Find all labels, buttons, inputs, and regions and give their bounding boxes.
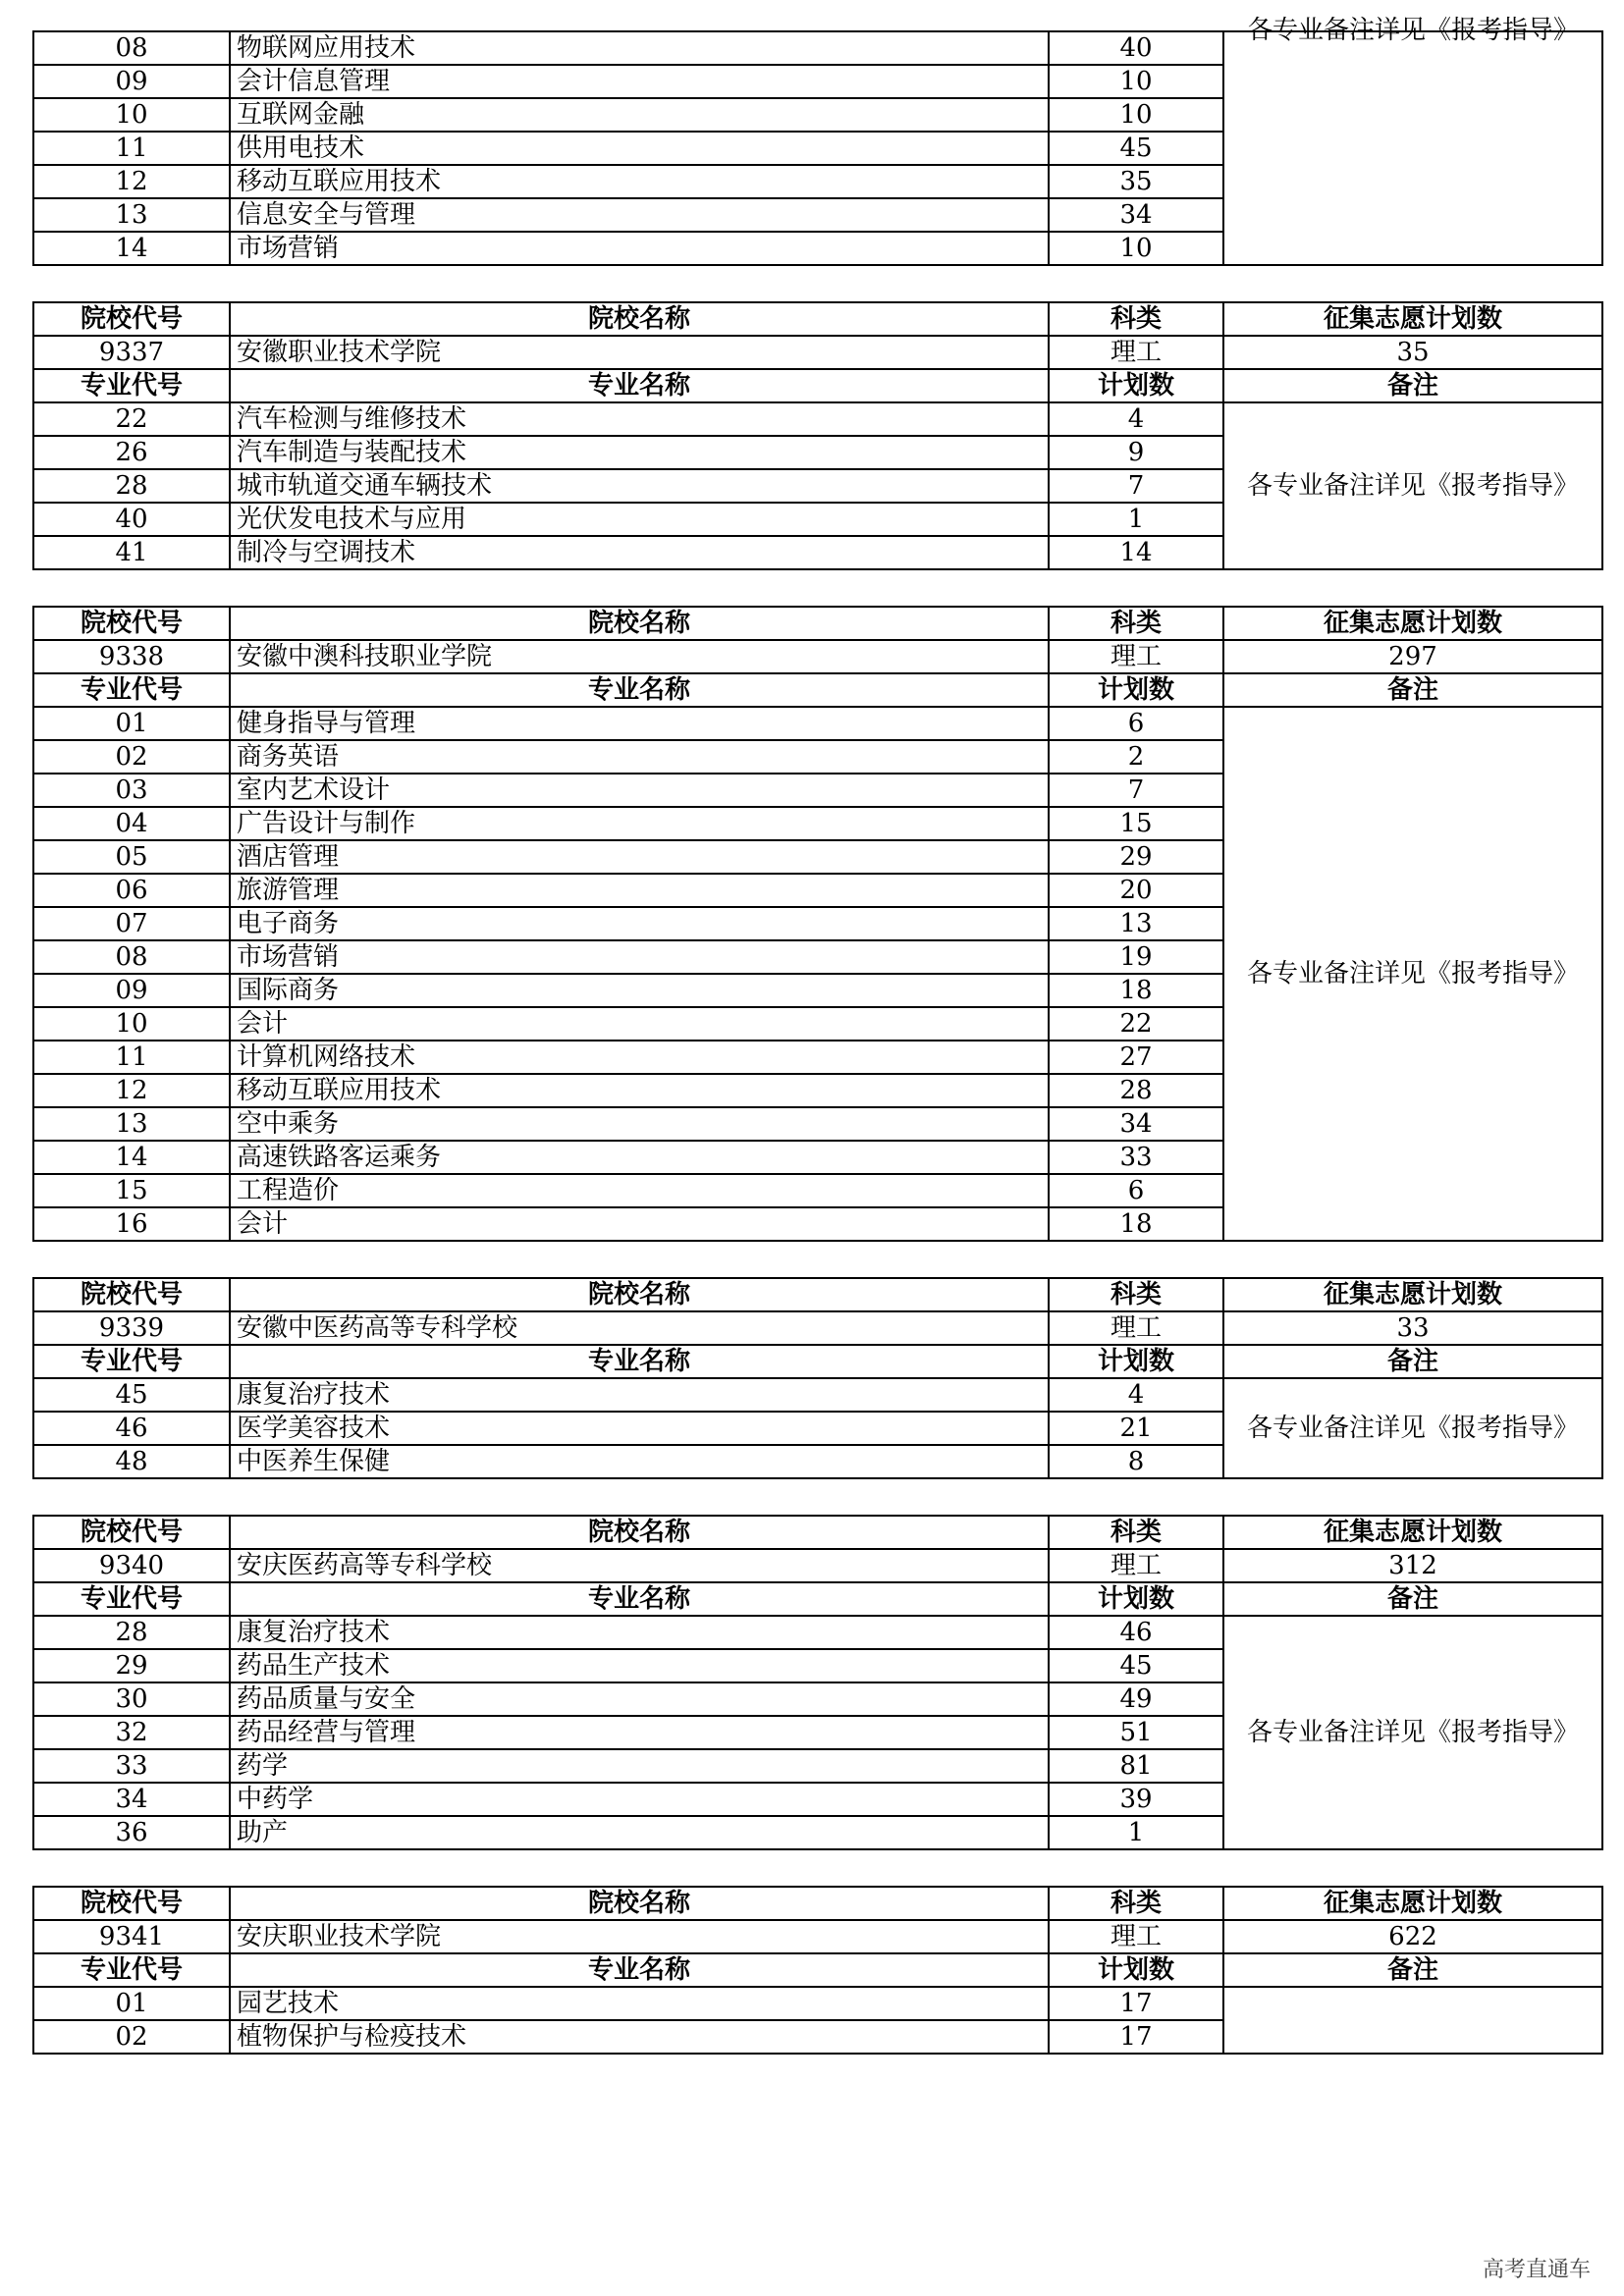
major-name: 会计: [230, 1007, 1049, 1041]
major-plan: 10: [1049, 98, 1223, 132]
header-plan: 计划数: [1049, 369, 1223, 402]
remark-cell: 各专业备注详见《报考指导》: [1223, 707, 1602, 1241]
major-code: 11: [33, 132, 230, 165]
remark-cell: [1223, 16, 1602, 265]
major-plan: 7: [1049, 774, 1223, 807]
major-plan: 34: [1049, 198, 1223, 232]
header-plan-total: 征集志愿计划数: [1223, 1516, 1602, 1549]
major-name: 会计: [230, 1207, 1049, 1241]
header-school-code: 院校代号: [33, 1516, 230, 1549]
major-name: 园艺技术: [230, 1987, 1049, 2020]
major-name: 旅游管理: [230, 874, 1049, 907]
school-plan-total: 33: [1223, 1311, 1602, 1345]
major-plan: 6: [1049, 707, 1223, 740]
school-code: 9337: [33, 336, 230, 369]
major-code: 05: [33, 840, 230, 874]
major-code: 30: [33, 1682, 230, 1716]
major-plan: 14: [1049, 536, 1223, 569]
school-plan-total: 622: [1223, 1920, 1602, 1953]
major-name: 电子商务: [230, 907, 1049, 940]
major-code: 04: [33, 807, 230, 840]
header-major-code: 专业代号: [33, 1953, 230, 1987]
school-category: 理工: [1049, 1920, 1223, 1953]
major-code: 14: [33, 1141, 230, 1174]
header-school-code: 院校代号: [33, 1887, 230, 1920]
major-code: 32: [33, 1716, 230, 1749]
major-code: 22: [33, 402, 230, 436]
major-header-row: [33, 369, 1602, 402]
major-code: 16: [33, 1207, 230, 1241]
header-category: 科类: [1049, 607, 1223, 640]
major-name: 中药学: [230, 1783, 1049, 1816]
major-code: 10: [33, 1007, 230, 1041]
major-name: 光伏发电技术与应用: [230, 503, 1049, 536]
major-plan: 9: [1049, 436, 1223, 469]
school-table: [32, 301, 1603, 570]
major-plan: 33: [1049, 1141, 1223, 1174]
major-code: 08: [33, 31, 230, 65]
header-category: 科类: [1049, 302, 1223, 336]
major-name: 物联网应用技术: [230, 31, 1049, 65]
major-plan: 49: [1049, 1682, 1223, 1716]
school-category: 理工: [1049, 640, 1223, 673]
school-header-row: [33, 1887, 1602, 1920]
major-name: 药学: [230, 1749, 1049, 1783]
major-plan: 18: [1049, 974, 1223, 1007]
major-name: 汽车检测与维修技术: [230, 402, 1049, 436]
major-name: 酒店管理: [230, 840, 1049, 874]
major-code: 02: [33, 2020, 230, 2054]
major-plan: 15: [1049, 807, 1223, 840]
major-code: 12: [33, 165, 230, 198]
major-code: 12: [33, 1074, 230, 1107]
major-plan: 46: [1049, 1616, 1223, 1649]
major-name: 高速铁路客运乘务: [230, 1141, 1049, 1174]
school-category: 理工: [1049, 1549, 1223, 1582]
header-school-name: 院校名称: [230, 1516, 1049, 1549]
table-row: [33, 31, 1602, 65]
remark-cell: 各专业备注详见《报考指导》: [1223, 1378, 1602, 1478]
header-plan-total: 征集志愿计划数: [1223, 1278, 1602, 1311]
major-plan: 18: [1049, 1207, 1223, 1241]
header-plan: 计划数: [1049, 673, 1223, 707]
header-major-name: 专业名称: [230, 369, 1049, 402]
major-plan: 34: [1049, 1107, 1223, 1141]
school-code: 9338: [33, 640, 230, 673]
major-code: 34: [33, 1783, 230, 1816]
major-code: 41: [33, 536, 230, 569]
remark-text: 各专业备注详见《报考指导》: [1246, 16, 1579, 45]
major-header-row: [33, 673, 1602, 707]
school-name: 安徽中医药高等专科学校: [230, 1311, 1049, 1345]
header-major-code: 专业代号: [33, 369, 230, 402]
remark-cell: 各专业备注详见《报考指导》: [1223, 1616, 1602, 1849]
school-category: 理工: [1049, 1311, 1223, 1345]
school-info-row: [33, 336, 1602, 369]
major-name: 室内艺术设计: [230, 774, 1049, 807]
admission-plan-document: [32, 16, 1601, 2055]
school-header-row: [33, 607, 1602, 640]
header-major-name: 专业名称: [230, 1953, 1049, 1987]
block-gap: [32, 1850, 1601, 1886]
major-plan: 22: [1049, 1007, 1223, 1041]
major-name: 会计信息管理: [230, 65, 1049, 98]
major-plan: 17: [1049, 1987, 1223, 2020]
major-name: 广告设计与制作: [230, 807, 1049, 840]
school-info-row: [33, 1311, 1602, 1345]
major-name: 植物保护与检疫技术: [230, 2020, 1049, 2054]
table-row: [33, 402, 1602, 436]
major-plan: 2: [1049, 740, 1223, 774]
major-plan: 10: [1049, 232, 1223, 265]
block-gap: [32, 570, 1601, 606]
major-name: 城市轨道交通车辆技术: [230, 469, 1049, 503]
major-plan: 35: [1049, 165, 1223, 198]
major-plan: 81: [1049, 1749, 1223, 1783]
header-major-name: 专业名称: [230, 673, 1049, 707]
major-code: 03: [33, 774, 230, 807]
major-plan: 1: [1049, 503, 1223, 536]
major-name: 市场营销: [230, 940, 1049, 974]
header-remark: 备注: [1223, 1345, 1602, 1378]
major-name: 助产: [230, 1816, 1049, 1849]
major-code: 26: [33, 436, 230, 469]
major-plan: 7: [1049, 469, 1223, 503]
major-name: 互联网金融: [230, 98, 1049, 132]
header-school-code: 院校代号: [33, 302, 230, 336]
major-code: 10: [33, 98, 230, 132]
major-name: 药品质量与安全: [230, 1682, 1049, 1716]
major-code: 15: [33, 1174, 230, 1207]
header-major-code: 专业代号: [33, 1582, 230, 1616]
school-table: [32, 1277, 1603, 1479]
school-name: 安庆职业技术学院: [230, 1920, 1049, 1953]
major-name: 药品生产技术: [230, 1649, 1049, 1682]
header-category: 科类: [1049, 1887, 1223, 1920]
header-plan-total: 征集志愿计划数: [1223, 607, 1602, 640]
major-name: 康复治疗技术: [230, 1378, 1049, 1412]
block-gap: [32, 266, 1601, 301]
major-name: 市场营销: [230, 232, 1049, 265]
major-code: 28: [33, 1616, 230, 1649]
school-code: 9341: [33, 1920, 230, 1953]
major-name: 空中乘务: [230, 1107, 1049, 1141]
school-code: 9339: [33, 1311, 230, 1345]
major-plan: 17: [1049, 2020, 1223, 2054]
continued-school-table: [32, 16, 1603, 266]
school-name: 安庆医药高等专科学校: [230, 1549, 1049, 1582]
major-plan: 8: [1049, 1445, 1223, 1478]
header-school-name: 院校名称: [230, 302, 1049, 336]
major-code: 07: [33, 907, 230, 940]
header-category: 科类: [1049, 1516, 1223, 1549]
major-code: 14: [33, 232, 230, 265]
major-code: 08: [33, 940, 230, 974]
header-remark: 备注: [1223, 1582, 1602, 1616]
major-plan: 13: [1049, 907, 1223, 940]
block-gap: [32, 1479, 1601, 1515]
major-header-row: [33, 1345, 1602, 1378]
school-header-row: [33, 1516, 1602, 1549]
major-code: 11: [33, 1041, 230, 1074]
header-school-name: 院校名称: [230, 1887, 1049, 1920]
major-name: 制冷与空调技术: [230, 536, 1049, 569]
school-category: 理工: [1049, 336, 1223, 369]
school-name: 安徽中澳科技职业学院: [230, 640, 1049, 673]
major-plan: 19: [1049, 940, 1223, 974]
major-plan: 4: [1049, 1378, 1223, 1412]
school-code: 9340: [33, 1549, 230, 1582]
major-code: 09: [33, 65, 230, 98]
major-name: 医学美容技术: [230, 1412, 1049, 1445]
school-header-row: [33, 302, 1602, 336]
major-code: 28: [33, 469, 230, 503]
major-code: 09: [33, 974, 230, 1007]
major-code: 45: [33, 1378, 230, 1412]
major-plan: 20: [1049, 874, 1223, 907]
major-plan: 21: [1049, 1412, 1223, 1445]
major-name: 工程造价: [230, 1174, 1049, 1207]
major-code: 01: [33, 1987, 230, 2020]
major-plan: 28: [1049, 1074, 1223, 1107]
remark-cell: 各专业备注详见《报考指导》: [1223, 402, 1602, 569]
major-plan: 10: [1049, 65, 1223, 98]
header-major-name: 专业名称: [230, 1345, 1049, 1378]
header-plan: 计划数: [1049, 1345, 1223, 1378]
header-plan-total: 征集志愿计划数: [1223, 302, 1602, 336]
major-header-row: [33, 1582, 1602, 1616]
school-table: [32, 1515, 1603, 1850]
major-name: 中医养生保健: [230, 1445, 1049, 1478]
major-plan: 39: [1049, 1783, 1223, 1816]
major-code: 29: [33, 1649, 230, 1682]
table-row: [33, 1378, 1602, 1412]
table-row: [33, 707, 1602, 740]
school-header-row: [33, 1278, 1602, 1311]
major-header-row: [33, 1953, 1602, 1987]
school-plan-total: 312: [1223, 1549, 1602, 1582]
school-table: [32, 606, 1603, 1242]
major-name: 信息安全与管理: [230, 198, 1049, 232]
header-remark: 备注: [1223, 673, 1602, 707]
major-code: 06: [33, 874, 230, 907]
major-name: 计算机网络技术: [230, 1041, 1049, 1074]
major-code: 02: [33, 740, 230, 774]
major-name: 商务英语: [230, 740, 1049, 774]
major-plan: 45: [1049, 1649, 1223, 1682]
major-plan: 45: [1049, 132, 1223, 165]
major-name: 移动互联应用技术: [230, 1074, 1049, 1107]
header-school-code: 院校代号: [33, 607, 230, 640]
major-name: 供用电技术: [230, 132, 1049, 165]
header-plan: 计划数: [1049, 1582, 1223, 1616]
major-plan: 1: [1049, 1816, 1223, 1849]
major-name: 汽车制造与装配技术: [230, 436, 1049, 469]
major-name: 药品经营与管理: [230, 1716, 1049, 1749]
major-plan: 6: [1049, 1174, 1223, 1207]
major-code: 40: [33, 503, 230, 536]
major-plan: 40: [1049, 31, 1223, 65]
watermark: 高考直通车: [1483, 2258, 1592, 2282]
header-plan: 计划数: [1049, 1953, 1223, 1987]
header-school-name: 院校名称: [230, 1278, 1049, 1311]
header-plan-total: 征集志愿计划数: [1223, 1887, 1602, 1920]
table-row: [33, 1616, 1602, 1649]
school-info-row: [33, 1920, 1602, 1953]
major-name: 国际商务: [230, 974, 1049, 1007]
header-category: 科类: [1049, 1278, 1223, 1311]
major-name: 健身指导与管理: [230, 707, 1049, 740]
remark-cell: [1223, 1987, 1602, 2054]
major-name: 康复治疗技术: [230, 1616, 1049, 1649]
major-name: 移动互联应用技术: [230, 165, 1049, 198]
major-code: 13: [33, 198, 230, 232]
school-plan-total: 297: [1223, 640, 1602, 673]
major-plan: 4: [1049, 402, 1223, 436]
major-code: 33: [33, 1749, 230, 1783]
header-major-code: 专业代号: [33, 1345, 230, 1378]
major-code: 48: [33, 1445, 230, 1478]
school-info-row: [33, 640, 1602, 673]
school-table: [32, 1886, 1603, 2055]
header-remark: 备注: [1223, 1953, 1602, 1987]
school-plan-total: 35: [1223, 336, 1602, 369]
major-code: 01: [33, 707, 230, 740]
table-row: [33, 1987, 1602, 2020]
school-info-row: [33, 1549, 1602, 1582]
major-plan: 51: [1049, 1716, 1223, 1749]
major-code: 13: [33, 1107, 230, 1141]
major-plan: 29: [1049, 840, 1223, 874]
header-major-code: 专业代号: [33, 673, 230, 707]
block-gap: [32, 1242, 1601, 1277]
header-remark: 备注: [1223, 369, 1602, 402]
major-code: 46: [33, 1412, 230, 1445]
header-school-name: 院校名称: [230, 607, 1049, 640]
school-name: 安徽职业技术学院: [230, 336, 1049, 369]
header-school-code: 院校代号: [33, 1278, 230, 1311]
major-plan: 27: [1049, 1041, 1223, 1074]
header-major-name: 专业名称: [230, 1582, 1049, 1616]
major-code: 36: [33, 1816, 230, 1849]
